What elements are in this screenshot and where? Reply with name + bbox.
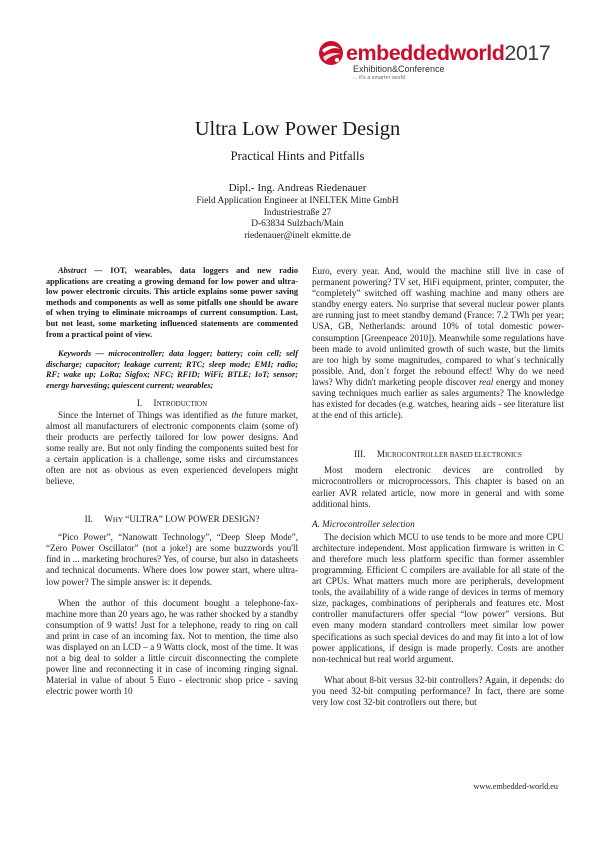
logo-wordmark: embeddedworld2017 [346, 41, 551, 65]
affiliation-role: Field Application Engineer at INELTEK Mitte GmbH [196, 196, 399, 206]
microcontroller-paragraph-1: Most modern electronic devices are controlled by microcontrollers or microprocessors. This chapter is based on an earlier AVR related article, now more in general and with some additional hints. [312, 465, 564, 509]
section-heading-why-ultra: II. WHY “ULTRA” LOW POWER DESIGN? [84, 514, 260, 525]
affiliation-email: riedenauer@inelt ekmitte.de [244, 230, 351, 241]
mcu-selection-paragraph: The decision which MCU to use tends to be more and more CPU architecture independent. Most application firmware is written in C and therefore much less platform specific than former assembler programming. Efficient C compilers are available for all state of the art CPUs. What matters much more are peripherals, development tools, the availability of a wide range of devices in terms of memory size, packages, combinations of peripherals and features etc. Most controller manufacturers offer special “low power” versions. But even many modern standard controllers meet similar low power specifications as such special devices do and may fit into a lot of low power applications, if design is made properly. Costs are another non-technical but real world argument. [312, 531, 564, 664]
paper-subtitle: Practical Hints and Pitfalls [230, 149, 365, 163]
abstract-text: — IOT, wearables, data loggers and new radio applications are creating a growing demand for low power and ultra-low power electronic circuits. This article explains some power saving methods and components as well as some pitfalls one should be aware of when trying to eliminate microamps of current consumption. Last, but not least, some marketing influenced statements are commented from a practical point of view. [46, 266, 298, 339]
logo-tagline: ... it's a smarter world [353, 75, 406, 81]
keywords-label: Keywords [58, 349, 92, 359]
affiliation-city: D-63834 Sulzbach/Main [251, 219, 344, 230]
embedded-world-logo [318, 40, 573, 82]
keywords [46, 349, 298, 391]
section-heading-microcontroller: III. MICROCONTROLLER BASED ELECTRONICS [354, 449, 522, 460]
keywords-text: — microcontroller; data logger; battery; coin cell; self discharge; capacitor; leakage current; RTC; sleep mode; EMI; radio; RF; wake up; LoRa; Sigfox; NFC; RFID; WiFi; BTLE; IoT; sensor; energy harvesting; quiescent current; wearables; [46, 349, 298, 390]
why-ultra-paragraph-2: When the author of this document bought a telephone-fax-machine more than 20 years ago, he was rather shocked by a standby consumption of 9 watts! Just for a telephone, ready to ring on call and print in case of an incoming fax. Not to mention, the time also was displayed on an LCD – a 9 Watts clock, most of the time. It was not a big deal to solder a little circuit disconnecting the complete power line and reconnecting it in case of incoming ringing signal. Material in value of about 5 Euro - electronic shop price - saving electric power worth 10 [46, 597, 298, 697]
right-column [312, 266, 564, 708]
author-name: Dipl.- Ing. Andreas Riedenauer [228, 182, 367, 194]
affiliation-street: Industriestraße 27 [263, 207, 332, 218]
standby-paragraph: Euro, every year. And, would the machine still live in case of permanent powering? TV set, HiFi equipment, printer, computer, the “completely” switched off washing machine and many others are standby energy eaters. No surprise that several nuclear power plants are running just to meet standby demand (France: 7.2 TWh per year; USA, GB, Netherlands: around 10% of total domestic power- consumption [Greenpeace 2010]). Meanwhile some regulations have been made to avoid unlimited growth of such waste, but the limits are too high by some magnitudes, compared to what´s technically possible. And, don´t forget the rebound effect! Why do we need laws? Why didn't marketing people discover real energy and money saving techniques much earlier as sales arguments? The knowledge has existed for decades (e.g. watches, hearing aids - see literature list at the end of this article). [312, 266, 565, 421]
intro-paragraph: Since the Internet of Things was identified as the future market, almost all manufacturers of electronic components claim (some of) their products are perfectly tailored for low power designs. And some really are. But not only finding the components suited best for a certain application is a challenge, some risks and circumstances often are not as obvious as even experienced developers might believe. [46, 409, 299, 487]
logo-subtitle: Exhibition&Conference [353, 64, 445, 74]
section-heading-introduction: I. INTRODUCTION [136, 397, 208, 408]
left-column [46, 266, 298, 698]
abstract-label: Abstract [58, 266, 87, 275]
author-affiliation [0, 196, 595, 242]
eight-vs-32-bit-paragraph: What about 8-bit versus 32-bit controllers? Again, it depends: do you need 32-bit computing performance? In fact, there are some very low cost 32-bit controllers out there, but [312, 674, 564, 707]
footer-url: www.embedded-world.eu [473, 782, 558, 791]
abstract [46, 266, 298, 340]
why-ultra-paragraph-1: “Pico Power”, “Nanowatt Technology”, “Deep Sleep Mode”, “Zero Power Oscillator” (not a joke!) are some buzzwords you'll find in ... marketing brochures? Yes, of course, but also in datasheets and technical documents. Where does low power start, where ultra-low power? The simple answer is: it depends. [46, 532, 298, 587]
paper-title: Ultra Low Power Design [194, 118, 401, 140]
globe-swirl-icon [318, 40, 344, 66]
subsection-heading-mcu-selection: A. Microcontroller selection [312, 518, 415, 529]
